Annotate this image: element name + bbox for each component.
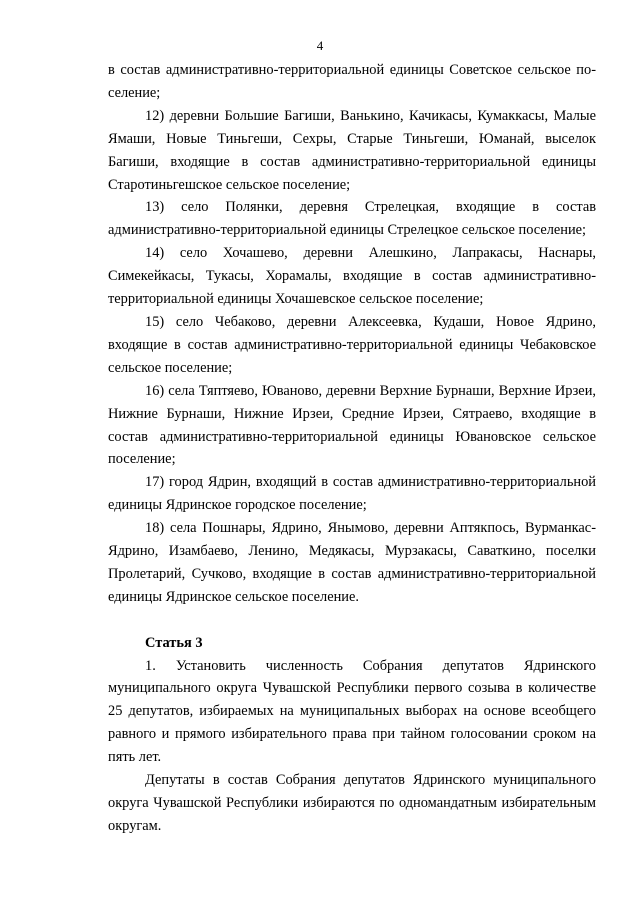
list-item-16: 16) села Тяптяево, Юваново, деревни Верхние Бурнаши, Верхние Ирзеи, Нижние Бурнаши, Нижние Ирзеи, Средние Ирзеи, Сятраево, входящие в состав административно-территориальной единицы Ювановское сельское поселение; [108,382,596,468]
article-paragraph-1: 1. Установить численность Собрания депутатов Ядринского муниципального округа Чувашской Республики первого созыва в количестве 25 депутатов, избираемых на муниципальных выборах на основе всеобщего равного и прямого избирательного права при тайном голосовании сроком на пять лет. [108,657,596,766]
document-body [108,59,596,838]
list-item-13: 13) село Полянки, деревня Стрелецкая, входящие в состав административно-территориальной единицы Стрелецкое сельское поселение; [108,199,596,239]
article-paragraph-2: Депутаты в состав Собрания депутатов Ядринского муниципального округа Чувашской Республики избираются по одномандатным избирательным округам. [108,772,596,834]
list-item-12: 12) деревни Большие Багиши, Ванькино, Качикасы, Кумаккасы, Малые Ямаши, Новые Тиньгеши, Сехры, Старые Тиньгеши, Юманай, выселок Багиши, входящие в состав административно-территориальной единицы Старотиньгешское сельское поселение; [108,107,596,193]
list-item-14: 14) село Хочашево, деревни Алешкино, Лапракасы, Наснары, Симекейкасы, Тукасы, Хорамалы, входящие в состав административно-территориальной единицы Хочашевское сельское поселение; [108,245,596,308]
article-heading: Статья 3 [145,634,203,651]
page-number: 4 [316,38,324,53]
paragraph-continuation: в состав административно-территориальной единицы Советское сельское по-селение; [108,62,596,101]
list-item-18: 18) села Пошнары, Ядрино, Янымово, деревни Аптякпось, Вурманкас-Ядрино, Изамбаево, Ленино, Медякасы, Мурзакасы, Саваткино, поселки Пролетарий, Сучково, входящие в состав административно-территориальной единицы Ядринское сельское поселение. [108,520,596,605]
list-item-15: 15) село Чебаково, деревни Алексеевка, Кудаши, Новое Ядрино, входящие в состав административно-территориальной единицы Чебаковское сельское поселение; [108,313,596,376]
list-item-17: 17) город Ядрин, входящий в состав административно-территориальной единицы Ядринское городское поселение; [108,474,596,514]
